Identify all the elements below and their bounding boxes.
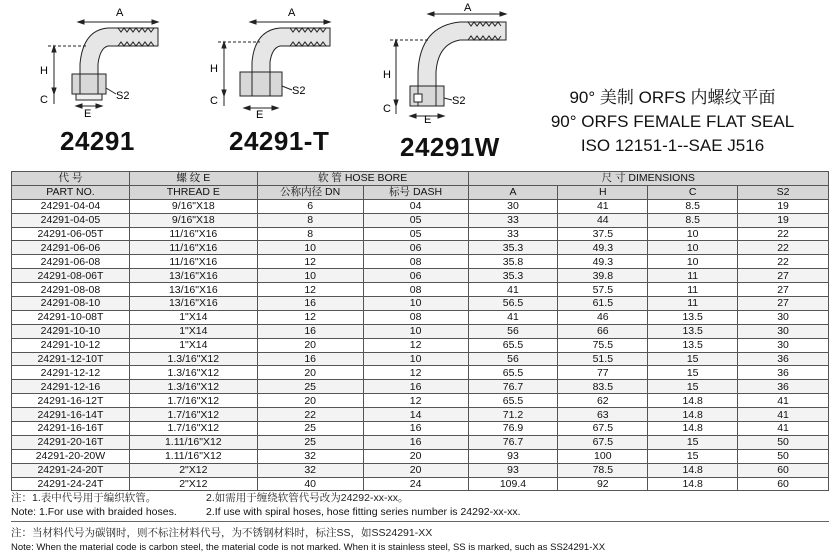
cell-h: 44: [558, 213, 648, 227]
cell-part-no: 24291-04-05: [12, 213, 130, 227]
cell-thread: 9/16"X18: [129, 213, 257, 227]
cell-thread: 1.7/16"X12: [129, 408, 257, 422]
cell-h: 49.3: [558, 241, 648, 255]
cell-c: 14.8: [648, 463, 738, 477]
cell-dn: 25: [257, 422, 363, 436]
note-zh-2: 2.如需用于缠绕软管代号改为24292-xx-xx。: [206, 492, 409, 504]
header-dimensions: 尺 寸 DIMENSIONS: [468, 172, 828, 186]
table-row: [12, 463, 829, 477]
cell-c: 11: [648, 283, 738, 297]
title-line-standard: ISO 12151-1--SAE J516: [580, 136, 765, 155]
cell-a: 65.5: [468, 366, 558, 380]
cell-h: 78.5: [558, 463, 648, 477]
cell-part-no: 24291-10-08T: [12, 310, 130, 324]
cell-s2: 36: [738, 380, 829, 394]
header-s2: S2: [738, 185, 829, 199]
cell-dn: 16: [257, 324, 363, 338]
fitting-drawing-24291w: [380, 2, 530, 124]
cell-c: 8.5: [648, 199, 738, 213]
cell-c: 15: [648, 352, 738, 366]
cell-dn: 22: [257, 408, 363, 422]
cell-a: 56: [468, 352, 558, 366]
cell-c: 15: [648, 435, 738, 449]
cell-dn: 16: [257, 352, 363, 366]
figure-part-no-3: 24291W: [400, 132, 500, 162]
cell-dash: 16: [363, 435, 468, 449]
header-a: A: [468, 185, 558, 199]
cell-s2: 60: [738, 463, 829, 477]
cell-s2: 27: [738, 269, 829, 283]
cell-h: 83.5: [558, 380, 648, 394]
cell-s2: 27: [738, 283, 829, 297]
cell-dash: 20: [363, 449, 468, 463]
cell-dn: 10: [257, 241, 363, 255]
header-thread-zh: 螺 纹 E: [129, 172, 257, 186]
table-row: [12, 241, 829, 255]
cell-thread: 13/16"X16: [129, 269, 257, 283]
table-row: [12, 352, 829, 366]
cell-s2: 30: [738, 338, 829, 352]
cell-dash: 14: [363, 408, 468, 422]
cell-dn: 12: [257, 255, 363, 269]
dim-label-h: H: [40, 65, 48, 77]
cell-h: 51.5: [558, 352, 648, 366]
cell-dn: 20: [257, 366, 363, 380]
cell-dash: 16: [363, 380, 468, 394]
cell-s2: 22: [738, 241, 829, 255]
table-row: [12, 449, 829, 463]
cell-h: 61.5: [558, 297, 648, 311]
cell-thread: 2"X12: [129, 463, 257, 477]
cell-c: 15: [648, 366, 738, 380]
cell-h: 62: [558, 394, 648, 408]
cell-thread: 1.7/16"X12: [129, 394, 257, 408]
cell-thread: 1.11/16"X12: [129, 435, 257, 449]
spec-table: [11, 171, 829, 491]
cell-h: 75.5: [558, 338, 648, 352]
table-row: [12, 408, 829, 422]
cell-dash: 12: [363, 394, 468, 408]
cell-a: 93: [468, 449, 558, 463]
cell-h: 37.5: [558, 227, 648, 241]
dim-label-c: C: [40, 94, 48, 106]
cell-part-no: 24291-08-06T: [12, 269, 130, 283]
cell-dn: 10: [257, 269, 363, 283]
header-part-zh: 代 号: [12, 172, 130, 186]
dim-label-h: H: [383, 69, 391, 81]
cell-a: 76.7: [468, 380, 558, 394]
cell-dn: 6: [257, 199, 363, 213]
material-note-zh: 注：当材料代号为碳钢时，则不标注材料代号，为不锈钢材料时，标注SS，如SS24291-XX: [11, 527, 433, 539]
table-row: [12, 199, 829, 213]
cell-dn: 32: [257, 463, 363, 477]
cell-s2: 36: [738, 352, 829, 366]
cell-a: 35.3: [468, 269, 558, 283]
table-row: [12, 269, 829, 283]
cell-h: 63: [558, 408, 648, 422]
cell-part-no: 24291-10-12: [12, 338, 130, 352]
cell-s2: 60: [738, 477, 829, 491]
cell-h: 100: [558, 449, 648, 463]
dim-label-s2: S2: [116, 90, 130, 102]
table-row: [12, 435, 829, 449]
cell-dash: 04: [363, 199, 468, 213]
cell-c: 14.8: [648, 408, 738, 422]
cell-c: 10: [648, 227, 738, 241]
cell-a: 65.5: [468, 338, 558, 352]
cell-s2: 41: [738, 422, 829, 436]
header-c: C: [648, 185, 738, 199]
figure-part-no-2: 24291-T: [229, 126, 330, 156]
cell-c: 10: [648, 255, 738, 269]
cell-h: 67.5: [558, 435, 648, 449]
cell-a: 33: [468, 227, 558, 241]
dim-label-e: E: [256, 109, 264, 120]
header-part-en: PART NO.: [12, 185, 130, 199]
cell-part-no: 24291-16-14T: [12, 408, 130, 422]
cell-dn: 8: [257, 227, 363, 241]
dim-label-a: A: [464, 2, 472, 14]
cell-dn: 8: [257, 213, 363, 227]
cell-s2: 30: [738, 310, 829, 324]
dim-label-a: A: [116, 7, 124, 19]
cell-thread: 1"X14: [129, 338, 257, 352]
cell-h: 41: [558, 199, 648, 213]
cell-s2: 41: [738, 408, 829, 422]
cell-s2: 50: [738, 449, 829, 463]
cell-thread: 11/16"X16: [129, 255, 257, 269]
cell-dash: 10: [363, 297, 468, 311]
cell-dash: 08: [363, 255, 468, 269]
header-dash: 标号 DASH: [363, 185, 468, 199]
cell-a: 30: [468, 199, 558, 213]
title-line-en: 90° ORFS FEMALE FLAT SEAL: [550, 112, 795, 131]
cell-part-no: 24291-20-16T: [12, 435, 130, 449]
cell-h: 66: [558, 324, 648, 338]
cell-h: 57.5: [558, 283, 648, 297]
table-row: [12, 227, 829, 241]
note-row-zh: [11, 491, 829, 505]
cell-s2: 22: [738, 255, 829, 269]
table-row: [12, 380, 829, 394]
material-notes: [11, 526, 829, 556]
cell-c: 13.5: [648, 310, 738, 324]
cell-a: 41: [468, 310, 558, 324]
table-row: [12, 394, 829, 408]
cell-part-no: 24291-16-16T: [12, 422, 130, 436]
cell-a: 35.8: [468, 255, 558, 269]
note-en-1: Note: 1.For use with braided hoses.: [11, 506, 177, 518]
cell-dash: 16: [363, 422, 468, 436]
spec-table-body: [12, 199, 829, 491]
table-row: [12, 213, 829, 227]
cell-dash: 06: [363, 269, 468, 283]
cell-part-no: 24291-10-10: [12, 324, 130, 338]
cell-s2: 19: [738, 213, 829, 227]
cell-h: 49.3: [558, 255, 648, 269]
cell-thread: 1"X14: [129, 324, 257, 338]
note-row-en: [11, 505, 829, 519]
cell-part-no: 24291-12-12: [12, 366, 130, 380]
cell-a: 41: [468, 283, 558, 297]
cell-part-no: 24291-08-08: [12, 283, 130, 297]
cell-dash: 08: [363, 283, 468, 297]
cell-h: 46: [558, 310, 648, 324]
cell-c: 13.5: [648, 324, 738, 338]
fitting-drawing-24291: [28, 2, 178, 120]
cell-dash: 05: [363, 227, 468, 241]
cell-dash: 10: [363, 352, 468, 366]
cell-a: 76.7: [468, 435, 558, 449]
notes-divider: [11, 521, 829, 522]
cell-part-no: 24291-06-05T: [12, 227, 130, 241]
dim-label-e: E: [424, 114, 432, 124]
cell-part-no: 24291-08-10: [12, 297, 130, 311]
cell-dn: 20: [257, 338, 363, 352]
dim-label-c: C: [383, 103, 391, 115]
cell-part-no: 24291-06-06: [12, 241, 130, 255]
cell-s2: 30: [738, 324, 829, 338]
cell-dash: 20: [363, 463, 468, 477]
cell-part-no: 24291-24-20T: [12, 463, 130, 477]
figure-part-no-1: 24291: [60, 126, 135, 156]
cell-a: 76.9: [468, 422, 558, 436]
cell-dn: 25: [257, 380, 363, 394]
cell-part-no: 24291-12-10T: [12, 352, 130, 366]
cell-thread: 1.3/16"X12: [129, 366, 257, 380]
cell-thread: 1.7/16"X12: [129, 422, 257, 436]
table-row: [12, 310, 829, 324]
cell-h: 67.5: [558, 422, 648, 436]
cell-dash: 12: [363, 338, 468, 352]
cell-h: 39.8: [558, 269, 648, 283]
dim-label-e: E: [84, 108, 92, 120]
notes-block: [11, 491, 829, 521]
cell-c: 8.5: [648, 213, 738, 227]
cell-s2: 50: [738, 435, 829, 449]
cell-dn: 16: [257, 297, 363, 311]
cell-s2: 19: [738, 199, 829, 213]
cell-thread: 11/16"X16: [129, 241, 257, 255]
cell-h: 77: [558, 366, 648, 380]
fitting-drawing-24291-t: [200, 2, 350, 120]
cell-thread: 1.3/16"X12: [129, 352, 257, 366]
cell-dash: 10: [363, 324, 468, 338]
cell-c: 15: [648, 449, 738, 463]
cell-c: 15: [648, 380, 738, 394]
header-hose-bore: 软 管 HOSE BORE: [257, 172, 468, 186]
cell-c: 14.8: [648, 422, 738, 436]
cell-c: 10: [648, 241, 738, 255]
cell-dash: 06: [363, 241, 468, 255]
cell-dash: 24: [363, 477, 468, 491]
cell-thread: 1.3/16"X12: [129, 380, 257, 394]
dim-label-s2: S2: [452, 95, 466, 107]
cell-s2: 36: [738, 366, 829, 380]
table-row: [12, 366, 829, 380]
cell-part-no: 24291-06-08: [12, 255, 130, 269]
header-thread-en: THREAD E: [129, 185, 257, 199]
cell-dn: 20: [257, 394, 363, 408]
cell-s2: 27: [738, 297, 829, 311]
material-note-en: Note: When the material code is carbon steel, the material code is not marked. When it is stainless steel, SS is marked, such as SS24291-XX: [11, 542, 606, 553]
cell-c: 14.8: [648, 477, 738, 491]
cell-thread: 9/16"X18: [129, 199, 257, 213]
dim-label-a: A: [288, 7, 296, 19]
cell-part-no: 24291-12-16: [12, 380, 130, 394]
cell-part-no: 24291-16-12T: [12, 394, 130, 408]
cell-c: 14.8: [648, 394, 738, 408]
cell-dn: 12: [257, 310, 363, 324]
cell-c: 11: [648, 297, 738, 311]
cell-a: 35.3: [468, 241, 558, 255]
table-row: [12, 338, 829, 352]
cell-a: 93: [468, 463, 558, 477]
table-row: [12, 422, 829, 436]
dim-label-s2: S2: [292, 85, 306, 97]
cell-dn: 25: [257, 435, 363, 449]
table-row: [12, 255, 829, 269]
cell-a: 109.4: [468, 477, 558, 491]
cell-s2: 22: [738, 227, 829, 241]
cell-thread: 1"X14: [129, 310, 257, 324]
table-row: [12, 283, 829, 297]
cell-dash: 05: [363, 213, 468, 227]
cell-a: 65.5: [468, 394, 558, 408]
cell-h: 92: [558, 477, 648, 491]
cell-a: 33: [468, 213, 558, 227]
cell-c: 11: [648, 269, 738, 283]
cell-part-no: 24291-24-24T: [12, 477, 130, 491]
cell-thread: 13/16"X16: [129, 297, 257, 311]
cell-s2: 41: [738, 394, 829, 408]
cell-a: 56.5: [468, 297, 558, 311]
cell-thread: 13/16"X16: [129, 283, 257, 297]
cell-dash: 08: [363, 310, 468, 324]
product-title: [520, 86, 825, 158]
cell-dn: 12: [257, 283, 363, 297]
cell-dash: 12: [363, 366, 468, 380]
cell-thread: 11/16"X16: [129, 227, 257, 241]
header-dn: 公称内径 DN: [257, 185, 363, 199]
note-en-2: 2.If use with spiral hoses, hose fitting series number is 24292-xx-xx.: [206, 506, 521, 518]
cell-part-no: 24291-04-04: [12, 199, 130, 213]
cell-a: 71.2: [468, 408, 558, 422]
note-zh-1: 注：1.表中代号用于编织软管。: [11, 492, 157, 504]
cell-dn: 40: [257, 477, 363, 491]
dim-label-c: C: [210, 95, 218, 107]
cell-thread: 1.11/16"X12: [129, 449, 257, 463]
title-line-zh: 90° 美制 ORFS 内螺纹平面: [569, 88, 776, 107]
cell-part-no: 24291-20-20W: [12, 449, 130, 463]
dim-label-h: H: [210, 63, 218, 75]
cell-a: 56: [468, 324, 558, 338]
cell-dn: 32: [257, 449, 363, 463]
header-h: H: [558, 185, 648, 199]
table-row: [12, 297, 829, 311]
cell-thread: 2"X12: [129, 477, 257, 491]
table-row: [12, 324, 829, 338]
table-row: [12, 477, 829, 491]
cell-c: 13.5: [648, 338, 738, 352]
